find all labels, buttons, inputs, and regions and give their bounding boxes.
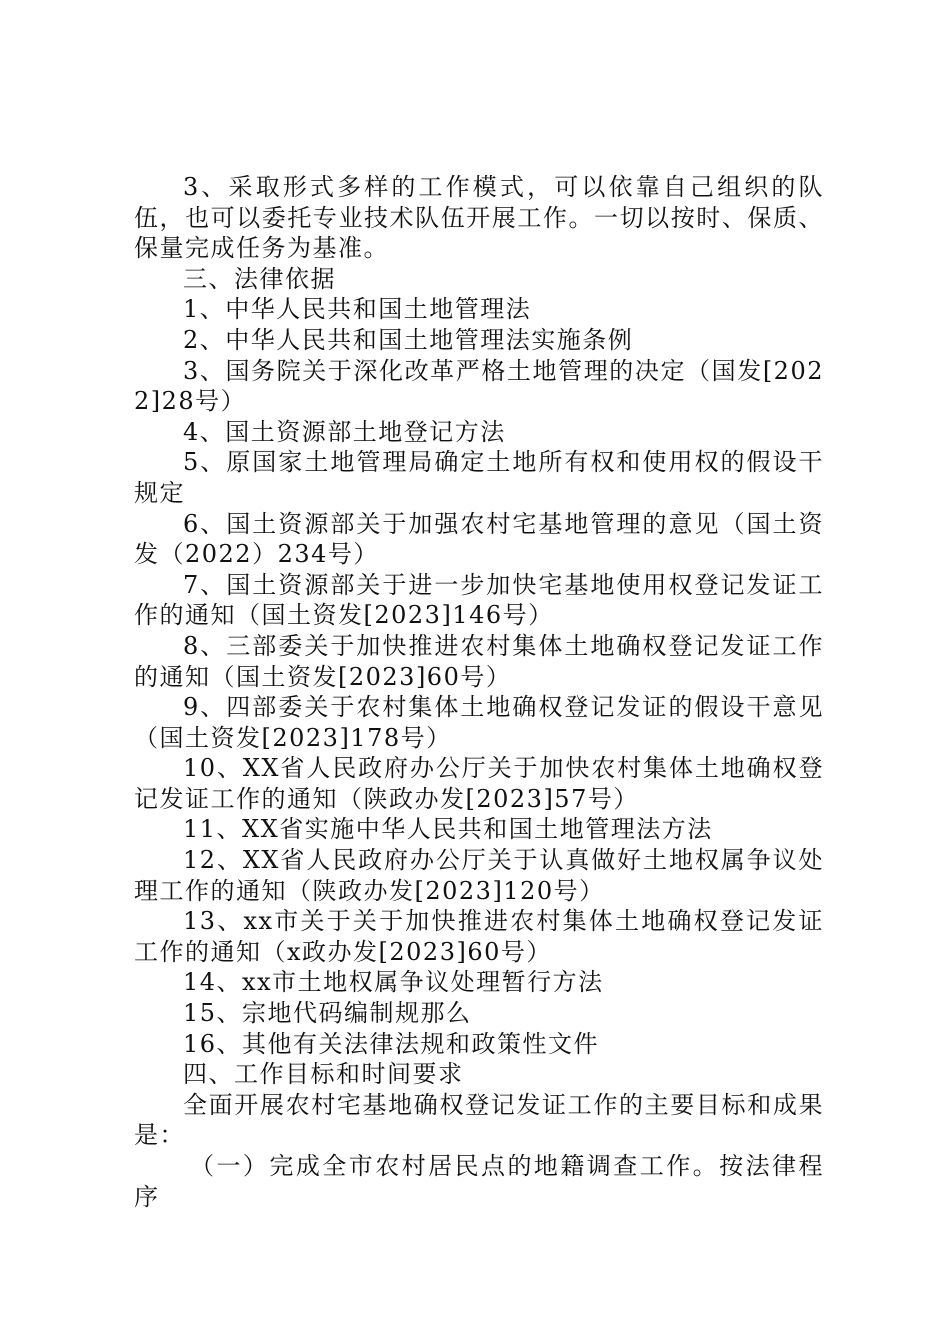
list-item-3: 3、国务院关于深化改革严格土地管理的决定（国发[2022]28号） (134, 356, 824, 416)
list-item-5: 5、原国家土地管理局确定土地所有权和使用权的假设干规定 (134, 448, 824, 507)
list-item-16: 16、其他有关法律法规和政策性文件 (183, 1029, 600, 1058)
list-item-15: 15、宗地代码编制规那么 (183, 999, 472, 1028)
paragraph-goals-intro: 全面开展农村宅基地确权登记发证工作的主要目标和成果是： (134, 1090, 824, 1150)
paragraph-goal-1: （一）完成全市农村居民点的地籍调查工作。按法律程序 (134, 1152, 824, 1211)
list-item-8: 8、三部委关于加快推进农村集体土地确权登记发证工作的通知（国土资发[2023]60号） (134, 631, 824, 691)
list-item-2: 2、中华人民共和国土地管理法实施条例 (183, 325, 634, 354)
list-item-1: 1、中华人民共和国土地管理法 (183, 295, 532, 324)
list-item-12: 12、XX省人民政府办公厅关于认真做好土地权属争议处理工作的通知（陕政办发[2023]120号） (134, 846, 824, 905)
list-item-9: 9、四部委关于农村集体土地确权登记发证的假设干意见（国土资发[2023]178号） (134, 693, 824, 752)
heading-legal-basis: 三、法律依据 (183, 264, 336, 293)
list-item-14: 14、xx市土地权属争议处理暂行方法 (183, 968, 604, 997)
paragraph-work-mode: 3、采取形式多样的工作模式，可以依靠自己组织的队伍，也可以委托专业技术队伍开展工作。一切以按时、保质、保量完成任务为基准。 (134, 173, 824, 263)
heading-goals-timeline: 四、工作目标和时间要求 (183, 1060, 464, 1089)
list-item-6: 6、国土资源部关于加强农村宅基地管理的意见（国土资发（2022）234号） (134, 509, 824, 569)
list-item-10: 10、XX省人民政府办公厅关于加快农村集体土地确权登记发证工作的通知（陕政办发[2023]57号） (134, 754, 824, 813)
list-item-13: 13、xx市关于关于加快推进农村集体土地确权登记发证工作的通知（x政办发[2023]60号） (134, 907, 824, 966)
list-item-11: 11、XX省实施中华人民共和国土地管理法方法 (183, 815, 713, 844)
document-body (134, 172, 824, 1212)
list-item-4: 4、国土资源部土地登记方法 (183, 417, 506, 446)
list-item-7: 7、国土资源部关于进一步加快宅基地使用权登记发证工作的通知（国土资发[2023]146号） (134, 570, 824, 630)
